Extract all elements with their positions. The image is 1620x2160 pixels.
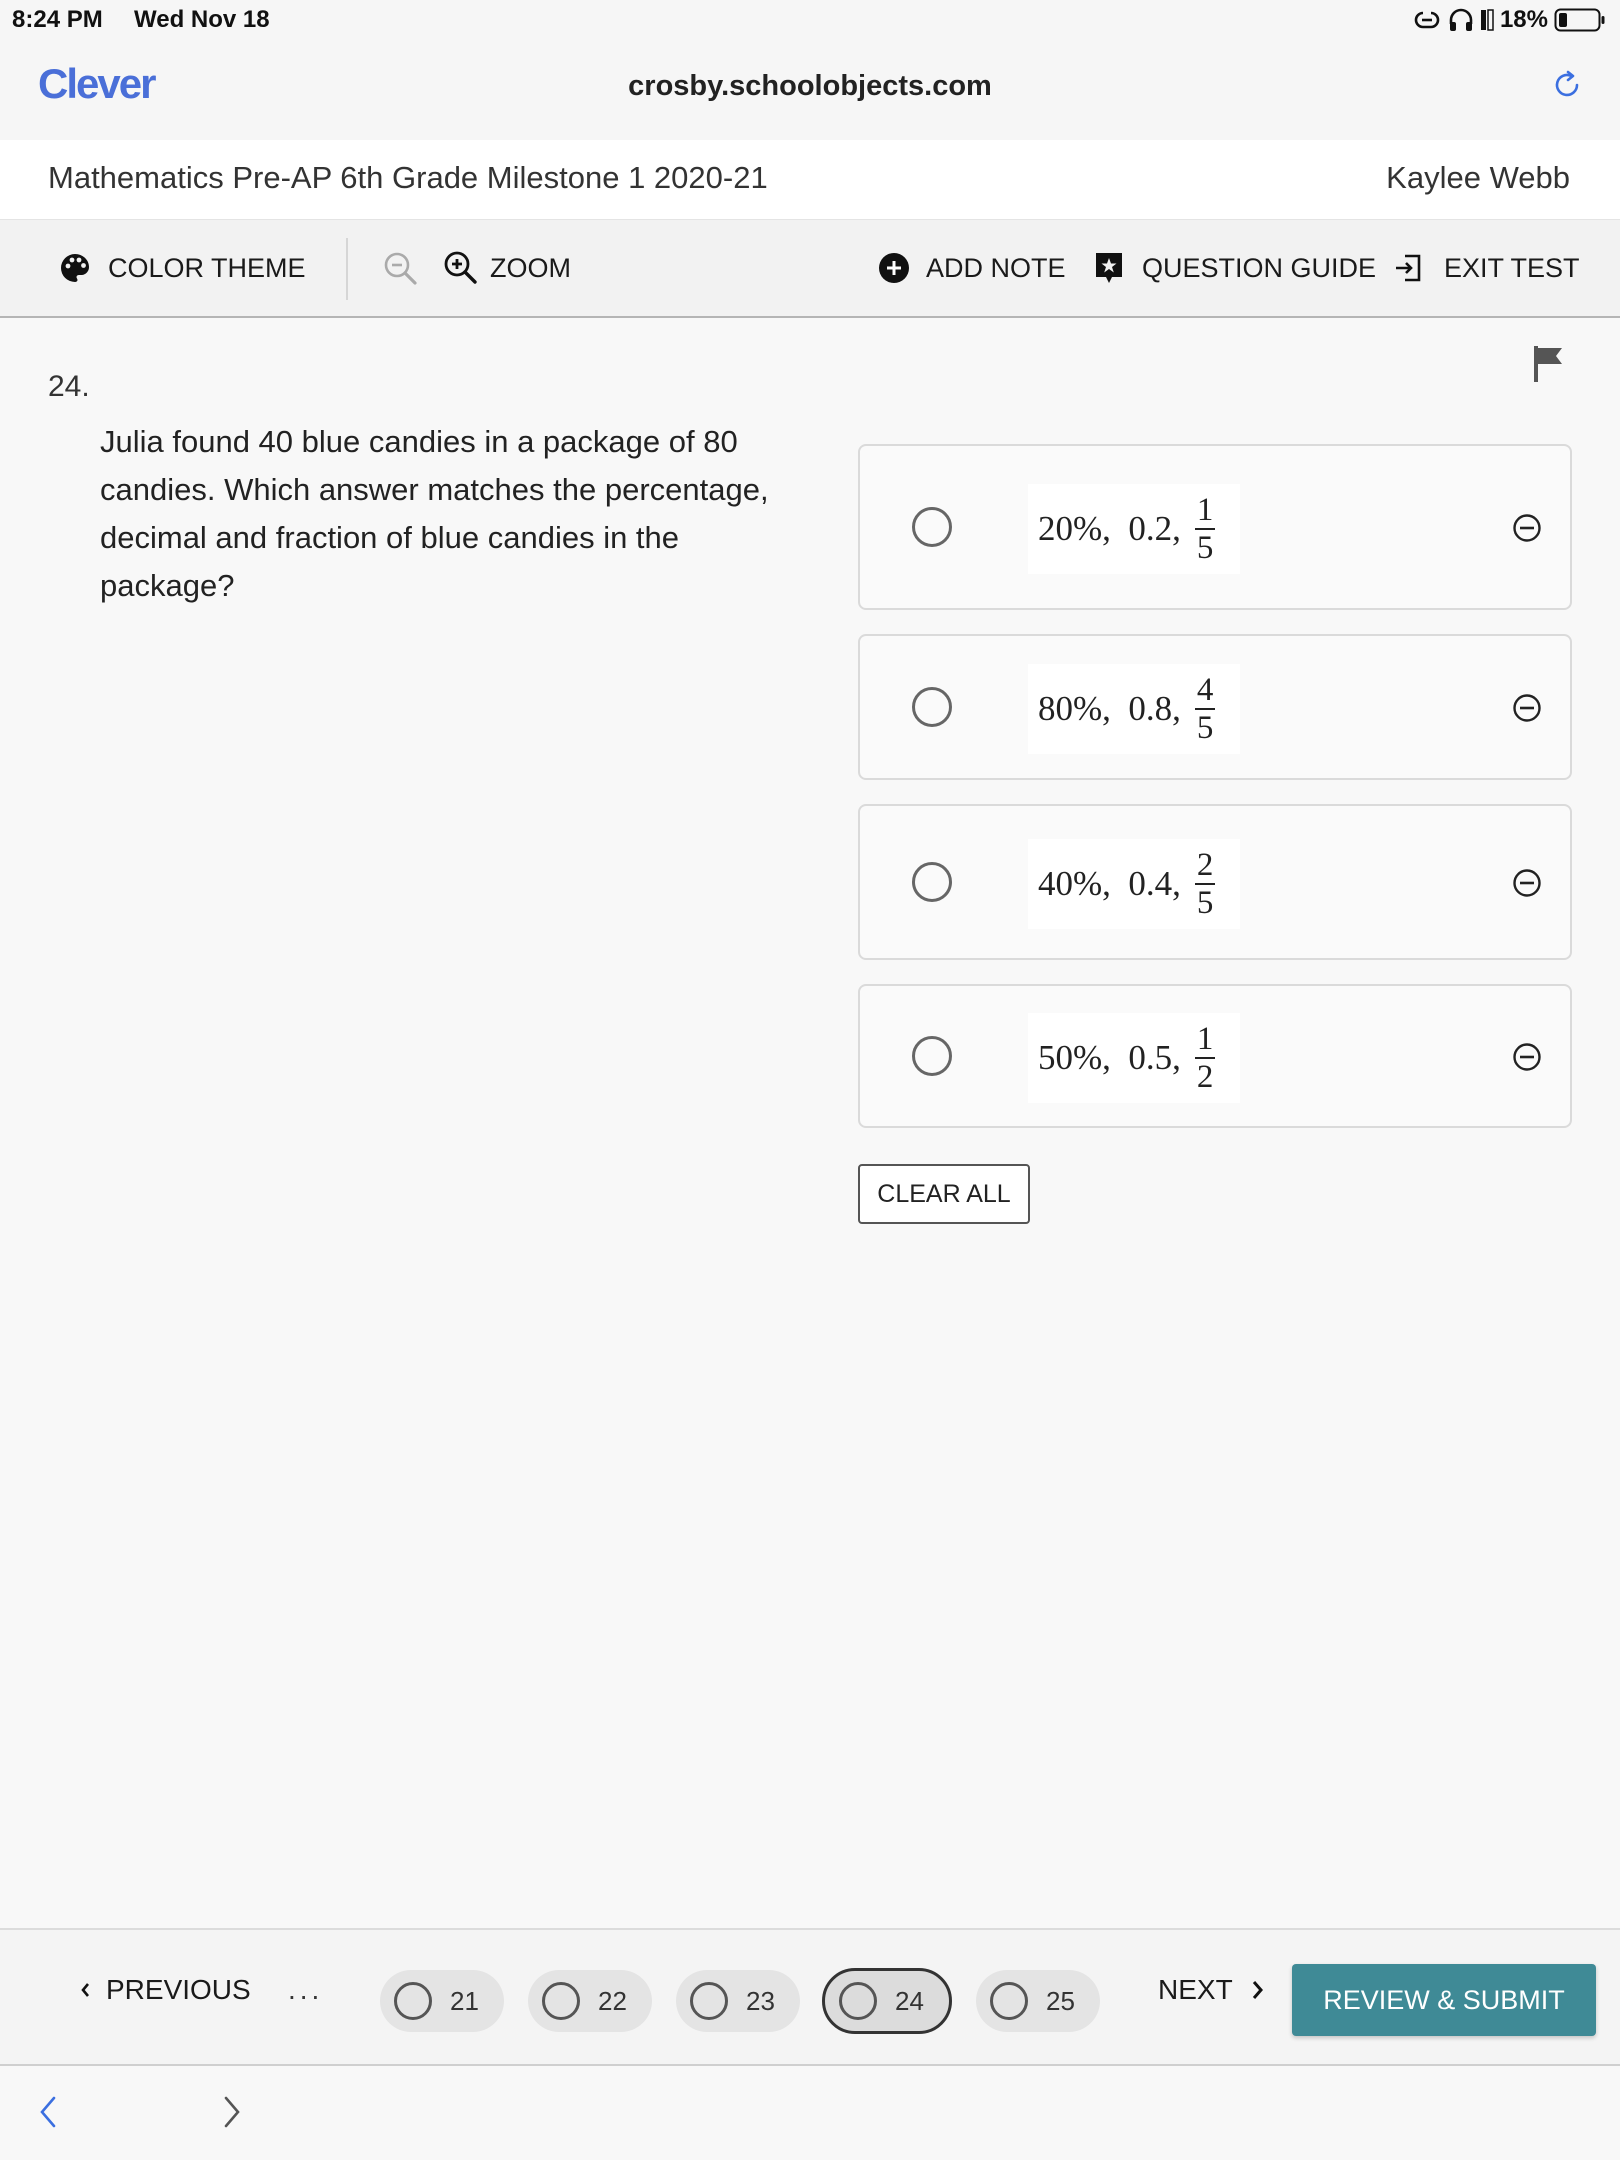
headphones-icon [1448,8,1474,32]
status-date: Wed Nov 18 [134,6,270,33]
question-pill-number: 24 [895,1985,924,2016]
question-pill-number: 21 [450,1985,479,2016]
question-pill-number: 25 [1046,1985,1075,2016]
next-button[interactable] [1158,1974,1265,2006]
add-note-label: ADD NOTE [926,252,1066,283]
reload-icon[interactable] [1550,68,1584,102]
fraction-numerator: 2 [1196,847,1214,883]
answer-values: 20%, 0.2, [1038,509,1181,548]
answer-option-d[interactable] [858,984,1572,1128]
answer-math [1028,664,1240,754]
fraction-numerator: 4 [1196,672,1214,708]
answer-radio[interactable] [912,507,952,547]
status-circle [690,1982,728,2020]
question-pill-21[interactable] [380,1970,504,2032]
fraction-denominator: 5 [1196,885,1214,921]
eliminate-icon[interactable] [1512,868,1542,898]
question-pill-25[interactable] [976,1970,1100,2032]
status-circle [542,1982,580,2020]
toolbar-divider [346,238,348,300]
zoom-label: ZOOM [490,252,571,283]
next-label: NEXT [1158,1974,1233,2005]
test-title: Mathematics Pre-AP 6th Grade Milestone 1 2020-21 [48,160,768,195]
answer-math [1028,839,1240,929]
question-pill-number: 22 [598,1985,627,2016]
previous-button[interactable] [80,1974,251,2006]
answer-radio[interactable] [912,1036,952,1076]
exit-icon [1392,252,1424,284]
battery-icon [1554,7,1606,33]
previous-label: PREVIOUS [106,1974,251,2005]
clever-logo[interactable]: Clever [38,60,155,107]
toolbar [0,220,1620,318]
eliminate-icon[interactable] [1512,1042,1542,1072]
answer-values: 80%, 0.8, [1038,689,1181,728]
eliminate-icon[interactable] [1512,693,1542,723]
color-theme-button[interactable] [58,220,306,316]
clear-all-button[interactable]: CLEAR ALL [858,1164,1030,1224]
add-note-button[interactable] [878,220,1066,316]
browser-bar [0,40,1620,140]
color-theme-label: COLOR THEME [108,252,306,283]
zoom-in-button[interactable] [442,220,571,316]
question-number: 24. [48,370,90,403]
answer-fraction [1195,493,1216,565]
chevron-right-icon [1251,1979,1265,2001]
palette-icon [58,251,92,285]
answer-fraction [1195,848,1216,920]
status-circle [839,1982,877,2020]
eliminate-icon[interactable] [1512,513,1542,543]
status-indicators [1412,4,1606,36]
fraction-denominator: 5 [1196,530,1214,566]
answer-option-b[interactable] [858,634,1572,780]
exit-test-label: EXIT TEST [1444,252,1580,283]
signal-icon [1480,8,1494,32]
answer-option-a[interactable] [858,444,1572,610]
fraction-denominator: 2 [1196,1059,1214,1095]
answer-option-c[interactable] [858,804,1572,960]
status-circle [990,1982,1028,2020]
chevron-left-icon [80,1980,90,2000]
test-header [0,140,1620,220]
question-text: Julia found 40 blue candies in a package of 80 candies. Which answer matches the percentage, decimal and fraction of blue candies in the package? [100,424,769,603]
status-circle [394,1982,432,2020]
browser-forward-icon[interactable] [220,2094,244,2130]
exit-test-button[interactable] [1392,220,1580,316]
answer-math [1028,484,1240,574]
status-bar [0,0,1620,40]
url-bar[interactable]: crosby.schoolobjects.com [628,70,992,102]
question-navigation [0,1928,1620,2066]
question-pill-number: 23 [746,1985,775,2016]
answer-radio[interactable] [912,862,952,902]
status-time: 8:24 PM [12,6,103,33]
guide-star-icon [1094,251,1124,285]
review-submit-button[interactable]: REVIEW & SUBMIT [1292,1964,1596,2036]
question-guide-button[interactable] [1094,220,1376,316]
browser-back-icon[interactable] [36,2094,60,2130]
answer-values: 50%, 0.5, [1038,1038,1181,1077]
battery-percent: 18% [1499,6,1548,33]
answer-math [1028,1013,1240,1103]
answer-fraction [1195,1022,1216,1094]
question-guide-label: QUESTION GUIDE [1142,252,1377,283]
question-pill-22[interactable] [528,1970,652,2032]
question-pill-23[interactable] [676,1970,800,2032]
zoom-in-icon [442,249,480,287]
answer-fraction [1195,673,1216,745]
zoom-out-icon[interactable] [382,250,420,288]
flag-icon[interactable] [1532,344,1566,384]
student-name: Kaylee Webb [1386,160,1570,195]
more-questions[interactable]: ... [288,1974,324,2005]
question-pill-24[interactable] [822,1968,952,2034]
add-circle-icon [878,252,910,284]
link-icon [1412,9,1442,31]
fraction-numerator: 1 [1196,492,1214,528]
answer-values: 40%, 0.4, [1038,864,1181,903]
fraction-numerator: 1 [1196,1021,1214,1057]
fraction-denominator: 5 [1196,710,1214,746]
answer-radio[interactable] [912,687,952,727]
